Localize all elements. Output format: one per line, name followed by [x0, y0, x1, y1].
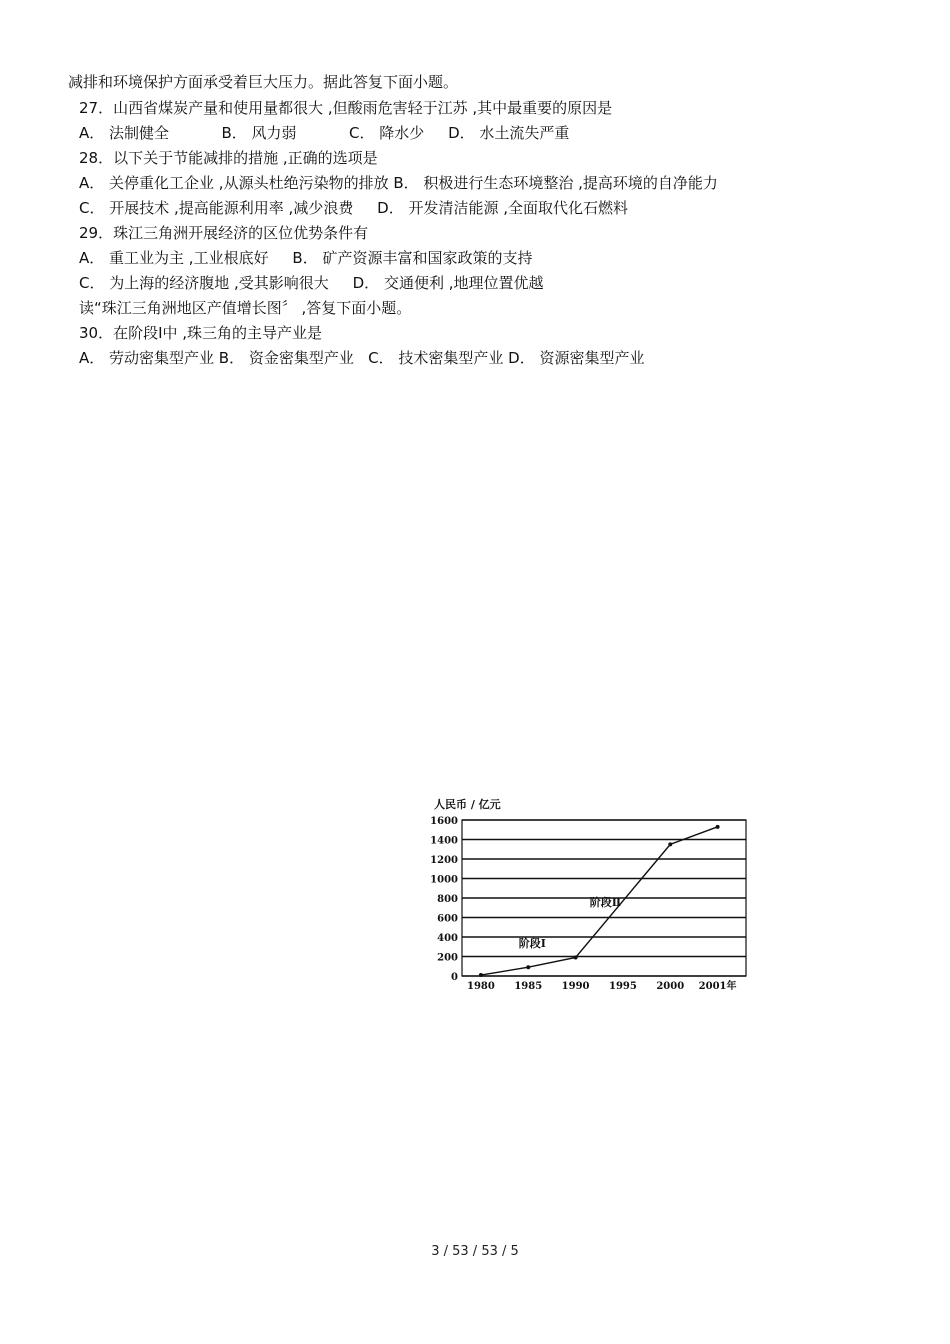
chart-svg — [420, 792, 760, 992]
question-29: 29．珠江三角洲开展经济的区位优势条件有 — [79, 224, 369, 242]
output-growth-chart — [420, 792, 760, 992]
y-tick-label: 1600 — [430, 816, 458, 827]
data-point — [574, 955, 578, 959]
question-27-options: A． 法制健全 B． 风力弱 C． 降水少 D． 水土流失严重 — [79, 124, 570, 142]
y-tick-label: 800 — [437, 894, 458, 905]
question-30: 30．在阶段Ⅰ中 ,珠三角的主导产业是 — [79, 324, 323, 342]
question-28-options-cd: C． 开展技术 ,提高能源利用率 ,减少浪费 D． 开发清洁能源 ,全面取代化石燃料 — [79, 199, 629, 217]
page-number: 3 / 53 / 53 / 5 — [431, 1244, 519, 1259]
y-tick-label: 0 — [451, 972, 458, 983]
text-line: 减排和环境保护方面承受着巨大压力。据此答复下面小题。 — [68, 73, 459, 91]
question-28: 28．以下关于节能减排的措施 ,正确的选项是 — [79, 149, 378, 167]
y-axis-label: 人民币 / 亿元 — [434, 798, 501, 811]
y-tick-label: 1400 — [430, 835, 458, 847]
x-tick-label: 1990 — [561, 981, 590, 992]
question-27: 27．山西省煤炭产量和使用量都很大 ,但酸雨危害轻于江苏 ,其中最重要的原因是 — [79, 99, 613, 117]
x-tick-label: 1985 — [514, 981, 543, 992]
stage-annotation: 阶段Ⅰ — [518, 936, 546, 950]
y-tick-label: 200 — [437, 952, 458, 964]
y-tick-label: 600 — [437, 913, 458, 925]
x-tick-label: 1995 — [609, 981, 637, 992]
y-tick-label: 1200 — [430, 855, 458, 866]
x-tick-label: 2000 — [656, 981, 685, 992]
question-29-options-cd: C． 为上海的经济腹地 ,受其影响很大 D． 交通便利 ,地理位置优越 — [79, 274, 544, 292]
reading-prompt: 读“珠江三角洲地区产值增长图〞 ,答复下面小题。 — [79, 299, 412, 317]
y-tick-label: 1000 — [430, 874, 458, 886]
question-28-options-ab: A． 关停重化工企业 ,从源头杜绝污染物的排放 B． 积极进行生态环境整治 ,提高环境的自净能力 — [79, 174, 718, 192]
y-tick-label: 400 — [437, 933, 458, 944]
x-tick-label: 1980 — [467, 981, 495, 992]
data-point — [716, 825, 720, 829]
data-point — [526, 965, 530, 969]
data-point — [668, 842, 672, 846]
stage-annotation: 阶段Ⅱ — [589, 895, 622, 909]
question-29-options-ab: A． 重工业为主 ,工业根底好 B． 矿产资源丰富和国家政策的支持 — [79, 249, 533, 267]
question-30-options: A． 劳动密集型产业 B． 资金密集型产业 C． 技术密集型产业 D． 资源密集型产业 — [79, 349, 645, 367]
data-point — [479, 973, 483, 977]
x-tick-label: 2001年 — [698, 981, 737, 992]
